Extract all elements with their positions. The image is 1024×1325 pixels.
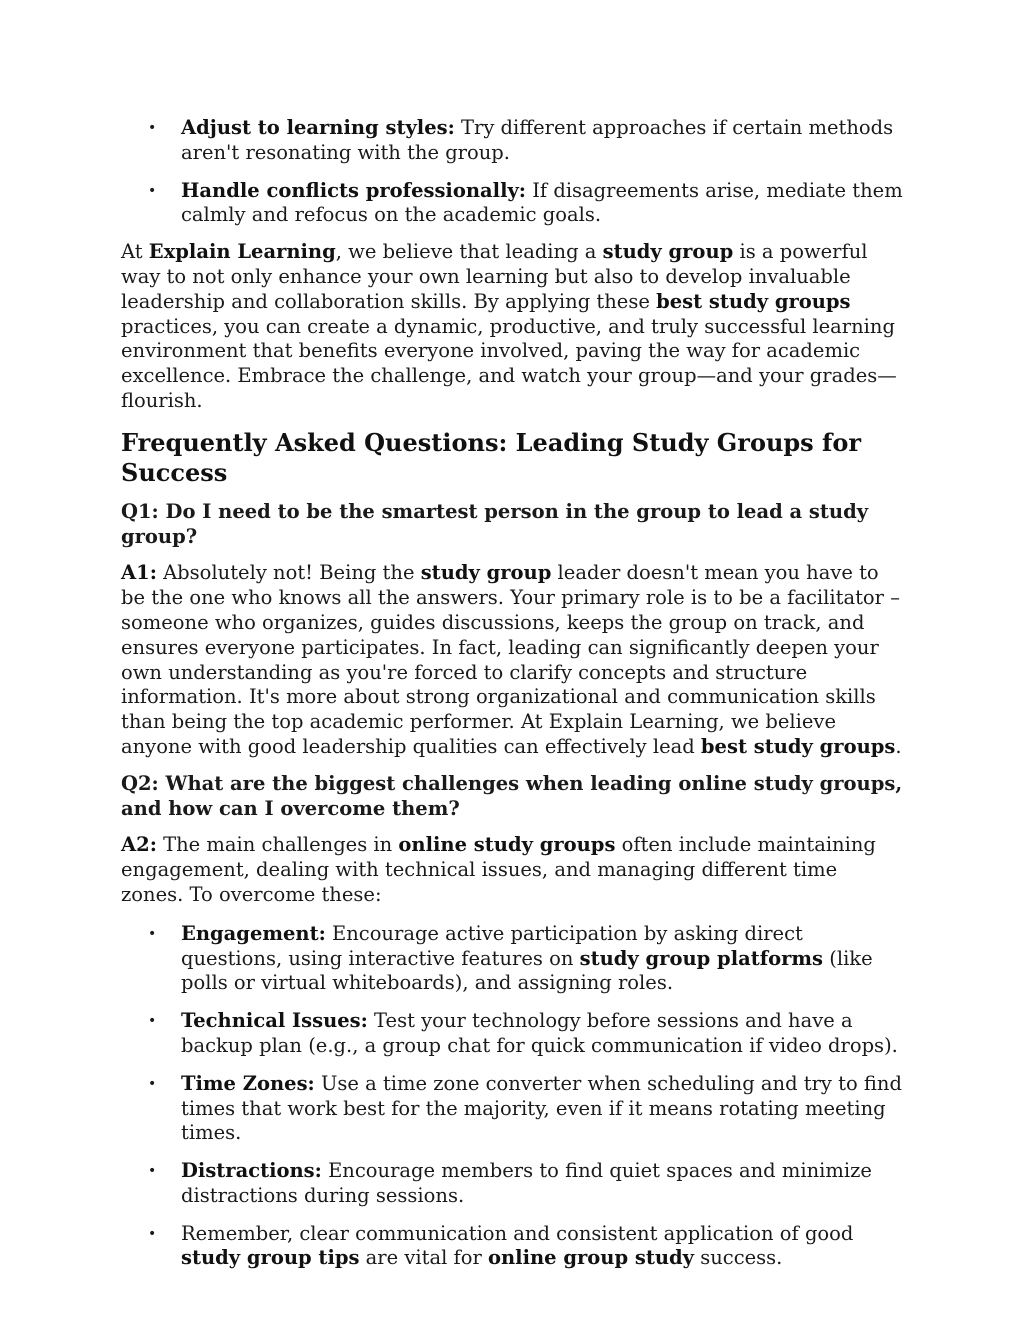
bold-run: study group tips [181, 1246, 360, 1270]
list-item [121, 179, 904, 229]
text-run: Use a time zone converter when scheduling and try to find times that work best for the majority, even if it means rotating meeting times. [181, 1071, 902, 1145]
text-run: leader doesn't mean you have to be the one who knows all the answers. Your primary role is to be a facilitator – someone who organizes, guides discussions, keeps the group on track, and ensures everyone participates. In fact, leading can significantly deepen your own understanding as you're forced to clarify concepts and structure information. It's more about strong organizational and communication skills than being the top academic performer. At Explain Learning, we believe anyone with good leadership qualities can effectively lead [121, 561, 900, 758]
bold-run: study group [602, 240, 734, 264]
text-run: The main challenges in [156, 833, 399, 857]
answer-2 [121, 833, 904, 907]
text-run: Remember, clear communication and consistent application of good [181, 1221, 854, 1245]
list-item-title: Engagement: [181, 921, 326, 945]
text-run: Absolutely not! Being the [156, 561, 421, 585]
list-item-technical [121, 1009, 904, 1059]
question-2: Q2: What are the biggest challenges when leading online study groups, and how can I overcome them? [121, 771, 903, 820]
bold-run: best study groups [656, 289, 851, 313]
text-run: . [895, 734, 902, 758]
list-item-title: Distractions: [181, 1159, 322, 1183]
bold-run: best study groups [700, 734, 896, 758]
text-run: At [121, 240, 149, 264]
bold-run: study group [420, 561, 552, 585]
list-item-timezones [121, 1072, 904, 1146]
text-run: , we believe that leading a [335, 240, 603, 264]
text-run: is a powerful way to not only enhance your own learning but also to develop invaluable leadership and collaboration skills. By applying these [121, 240, 868, 313]
text-run: often include maintaining engagement, dealing with technical issues, and managing different time zones. To overcome these: [121, 833, 876, 906]
list-item [121, 116, 904, 166]
text-run: Test your technology before sessions and have a backup plan (e.g., a group chat for quick communication if video drops). [181, 1009, 898, 1057]
text-run: are vital for [359, 1246, 488, 1270]
answer-label: A1: [121, 561, 157, 585]
list-item-text: Try different approaches if certain methods aren't resonating with the group. [181, 116, 894, 164]
answer-1 [121, 561, 904, 759]
text-run: practices, you can create a dynamic, productive, and truly successful learning environment that benefits everyone involved, paving the way for academic excellence. Embrace the challenge, and watch your group—and your grades—flourish. [121, 314, 897, 412]
bold-run: online group study [487, 1246, 695, 1270]
list-item-distractions [121, 1159, 904, 1209]
text-run: success. [694, 1246, 783, 1270]
bold-run: study group platforms [579, 946, 824, 970]
text-run: Encourage members to find quiet spaces and minimize distractions during sessions. [181, 1159, 872, 1207]
conclusion-paragraph [121, 240, 904, 414]
bold-run: Explain Learning [148, 240, 336, 264]
list-item-remember [121, 1222, 904, 1272]
list-item-title: Time Zones: [181, 1071, 315, 1095]
bold-run: online study groups [398, 833, 616, 857]
faq-heading: Frequently Asked Questions: Leading Study Groups for Success [121, 427, 862, 487]
answer-label: A2: [121, 833, 157, 857]
text-run: (like polls or virtual whiteboards), and assigning roles. [181, 946, 873, 995]
list-item-engagement [121, 922, 904, 996]
top-bullet-list [121, 116, 904, 228]
list-item-text: If disagreements arise, mediate them calmly and refocus on the academic goals. [181, 178, 903, 227]
list-item-title: Adjust to learning styles: [181, 116, 455, 139]
list-item-title: Handle conflicts professionally: [181, 178, 527, 202]
question-1: Q1: Do I need to be the smartest person in the group to lead a study group? [121, 499, 869, 548]
text-run: Encourage active participation by asking direct questions, using interactive features on [181, 921, 803, 970]
challenges-bullet-list [121, 922, 904, 1272]
list-item-title: Technical Issues: [181, 1009, 368, 1033]
